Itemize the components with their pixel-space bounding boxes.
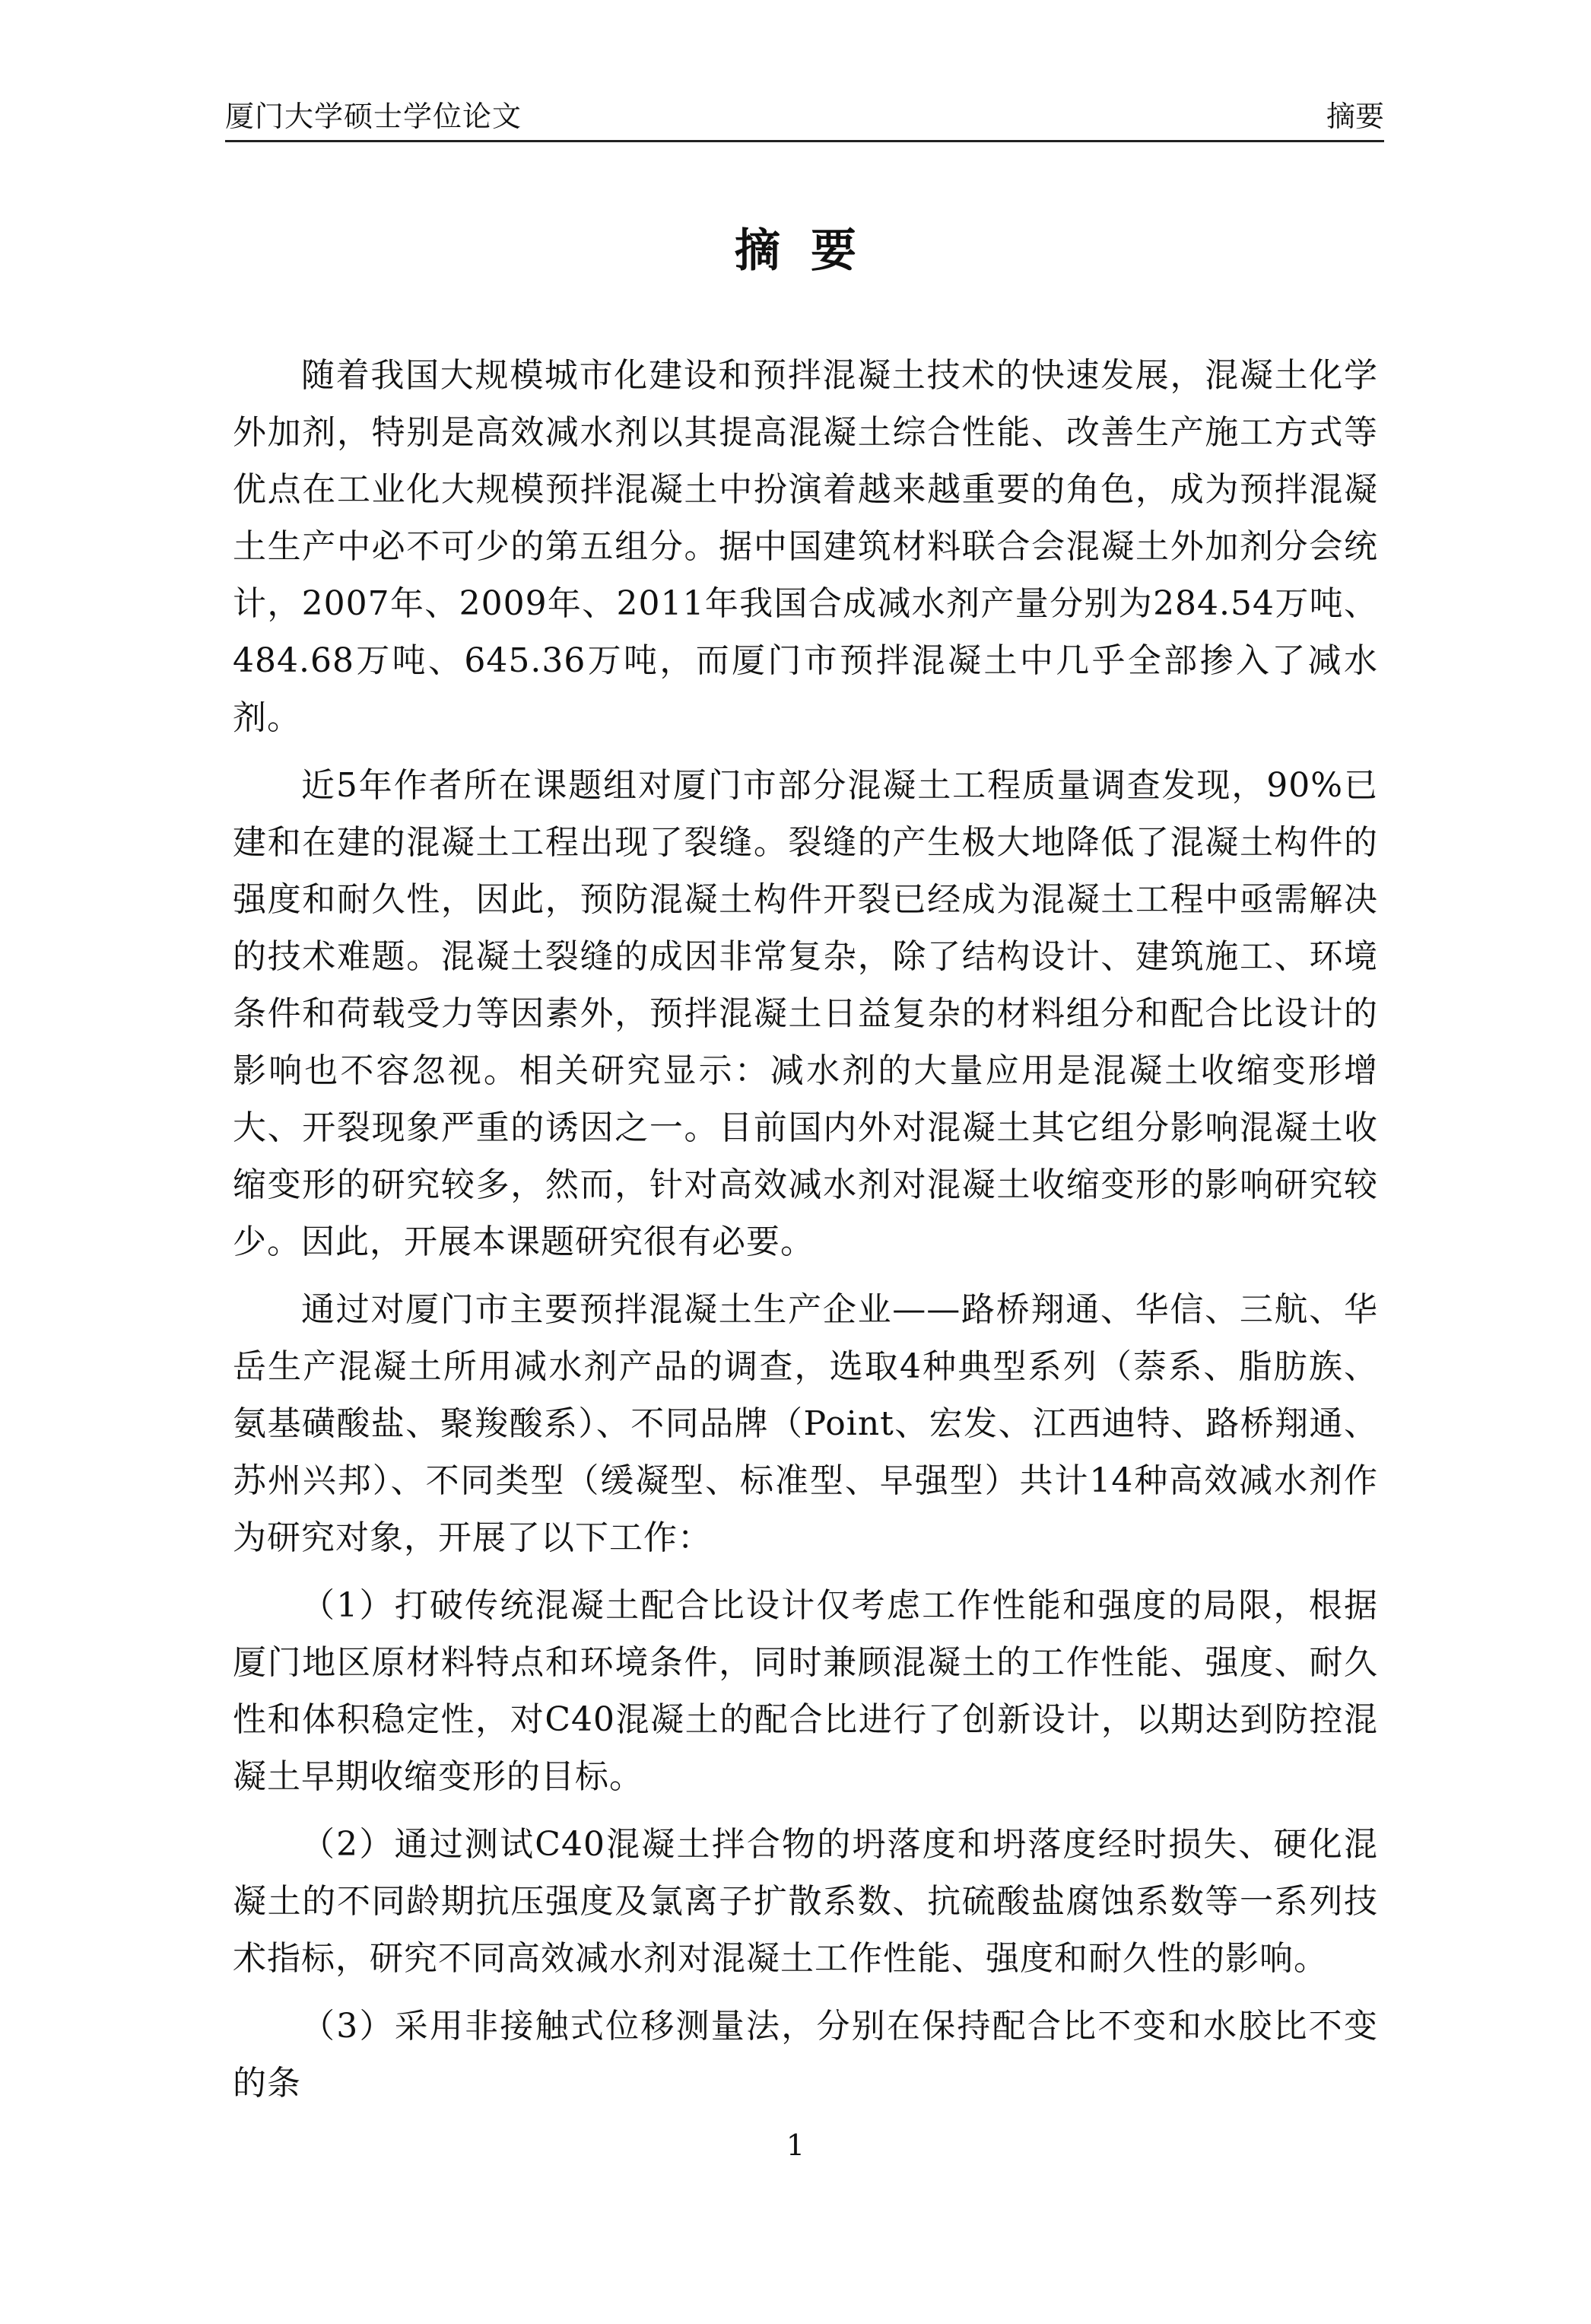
running-header: [225, 97, 1384, 142]
paragraph-6: （3）采用非接触式位移测量法，分别在保持配合比不变和水胶比不变的条: [233, 2007, 1378, 2103]
page-title: 摘要: [735, 224, 887, 278]
paragraph-5: （2）通过测试C40混凝土拌合物的坍落度和坍落度经时损失、硬化混凝土的不同龄期抗压强度及氯离子扩散系数、抗硫酸盐腐蚀系数等一系列技术指标，研究不同高效减水剂对混凝土工作性能、强度和耐久性的影响。: [233, 1825, 1378, 1978]
paragraph-1: 随着我国大规模城市化建设和预拌混凝土技术的快速发展，混凝土化学外加剂，特别是高效减水剂以其提高混凝土综合性能、改善生产施工方式等优点在工业化大规模预拌混凝土中扮演着越来越重要的角色，成为预拌混凝土生产中必不可少的第五组分。据中国建筑材料联合会混凝土外加剂分会统计，2007年、2009年、2011年我国合成减水剂产量分别为284.54万吨、484.68万吨、645.36万吨，而厦门市预拌混凝土中几乎全部掺入了减水剂。: [233, 356, 1378, 737]
header-thesis-title: 厦门大学硕士学位论文: [225, 100, 522, 133]
paragraph-2: 近5年作者所在课题组对厦门市部分混凝土工程质量调查发现，90%已建和在建的混凝土工程出现了裂缝。裂缝的产生极大地降低了混凝土构件的强度和耐久性，因此，预防混凝土构件开裂已经成为混凝土工程中亟需解决的技术难题。混凝土裂缝的成因非常复杂，除了结构设计、建筑施工、环境条件和荷载受力等因素外，预拌混凝土日益复杂的材料组分和配合比设计的影响也不容忽视。相关研究显示：减水剂的大量应用是混凝土收缩变形增大、开裂现象严重的诱因之一。目前国内外对混凝土其它组分影响混凝土收缩变形的研究较多，然而，针对高效减水剂对混凝土收缩变形的影响研究较少。因此，开展本课题研究很有必要。: [233, 766, 1378, 1261]
paragraph-3: 通过对厦门市主要预拌混凝土生产企业——路桥翔通、华信、三航、华岳生产混凝土所用减水剂产品的调查，选取4种典型系列（萘系、脂肪族、氨基磺酸盐、聚羧酸系）、不同品牌（Point、宏发、江西迪特、路桥翔通、苏州兴邦）、不同类型（缓凝型、标准型、早强型）共计14种高效减水剂作为研究对象，开展了以下工作：: [233, 1290, 1378, 1557]
page-number: 1: [786, 2128, 805, 2162]
abstract-body: [233, 347, 1378, 2122]
paragraph-4: （1）打破传统混凝土配合比设计仅考虑工作性能和强度的局限，根据厦门地区原材料特点和环境条件，同时兼顾混凝土的工作性能、强度、耐久性和体积稳定性，对C40混凝土的配合比进行了创新设计，以期达到防控混凝土早期收缩变形的目标。: [233, 1586, 1378, 1796]
header-section-title: 摘要: [1326, 100, 1384, 133]
